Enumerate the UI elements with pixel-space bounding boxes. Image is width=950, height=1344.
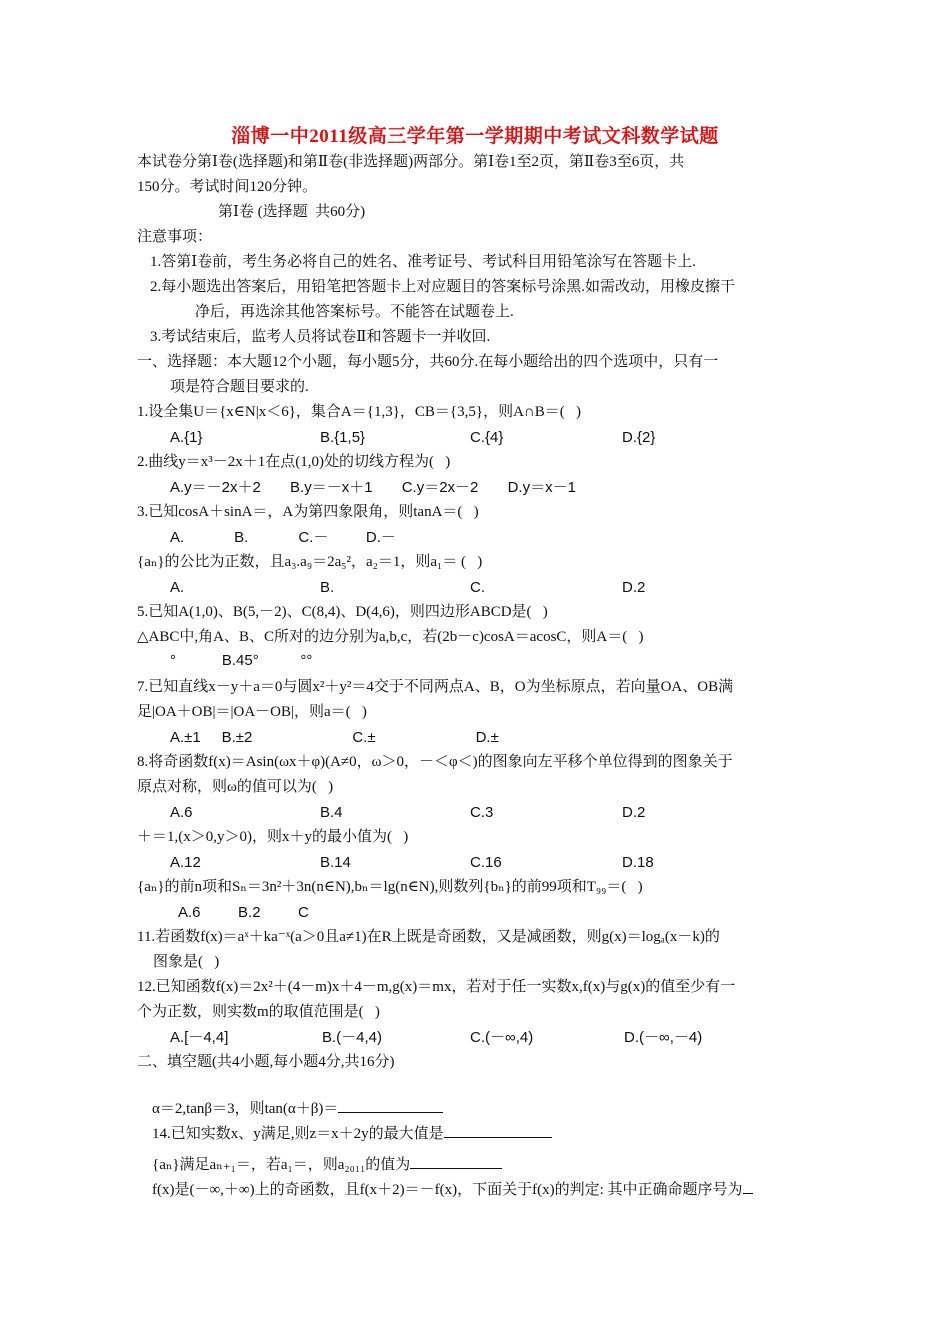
question-4: {aₙ}的公比为正数，且a₃.a₉＝2a₅²，a₂＝1，则a₁＝ ( ) xyxy=(137,554,483,570)
section2-heading: 二、填空题(共4小题,每小题4分,共16分) xyxy=(137,1054,395,1070)
q12-option-c: C.(－∞,4) xyxy=(470,1029,534,1046)
q9-option-a: A.12 xyxy=(170,854,201,871)
q1-option-d: D.{2} xyxy=(622,429,656,446)
q12-option-d: D.(－∞,－4) xyxy=(624,1029,703,1046)
question-16 xyxy=(137,1159,753,1219)
notes-heading: 注意事项： xyxy=(137,229,213,245)
q4-option-c: C. xyxy=(470,579,485,596)
q12-option-a: A.[－4,4] xyxy=(170,1029,229,1046)
section1-heading-b: 项是符合题目要求的. xyxy=(170,379,309,395)
q6-options: ° B.45° °° xyxy=(170,652,313,669)
q4-option-a: A. xyxy=(170,579,185,596)
q9-option-b: B.14 xyxy=(320,854,351,871)
q8-option-a: A.6 xyxy=(170,804,193,821)
q4-option-b: B. xyxy=(320,579,335,596)
note-2a: 2.每小题选出答案后，用铅笔把答题卡上对应题目的答案标号涂黑.如需改动，用橡皮擦干 xyxy=(150,279,736,295)
part1-heading: 第Ⅰ卷 (选择题 共60分) xyxy=(218,204,366,220)
q3-options: A. B. C.－ D.－ xyxy=(170,529,396,546)
q16-answer-blank xyxy=(743,1178,753,1194)
q1-option-a: A.{1} xyxy=(170,429,203,446)
question-2: 2.曲线y＝x³－2x＋1在点(1,0)处的切线方程为( ) xyxy=(137,454,451,470)
question-8a: 8.将奇函数f(x)＝Asin(ωx＋φ)(A≠0，ω＞0，－＜φ＜)的图象向左平移个单位得到的图象关于 xyxy=(137,754,733,770)
section1-heading-a: 一、选择题：本大题12个小题，每小题5分，共60分.在每小题给出的四个选项中，只有一 xyxy=(137,354,719,370)
q9-option-d: D.18 xyxy=(622,854,654,871)
question-1: 1.设全集U＝{x∈N|x＜6}，集合A＝{1,3}，CB＝{3,5}，则A∩B＝( ) xyxy=(137,404,581,420)
q8-option-d: D.2 xyxy=(622,804,646,821)
question-15-text: {aₙ}满足aₙ₊₁＝，若a₁＝，则a₂₀₁₁的值为 xyxy=(152,1157,411,1173)
question-3: 3.已知cosA＋sinA＝，A为第四象限角，则tanA＝( ) xyxy=(137,504,479,520)
question-5: 5.已知A(1,0)、B(5,－2)、C(8,4)、D(4,6)，则四边形ABCD是( ) xyxy=(137,604,548,620)
question-6: △ABC中,角A、B、C所对的边分别为a,b,c，若(2b－c)cosA＝acosC，则A＝( ) xyxy=(137,629,644,645)
q12-option-b: B.(－4,4) xyxy=(322,1029,383,1046)
question-13-text: α＝2,tanβ＝3，则tan(α＋β)＝ xyxy=(152,1101,339,1117)
question-9: ＋＝1,(x＞0,y＞0)，则x＋y的最小值为( ) xyxy=(137,829,409,845)
intro-line-2: 150分。考试时间120分钟。 xyxy=(137,179,318,195)
note-2b: 净后，再选涂其他答案标号。不能答在试题卷上. xyxy=(195,304,514,320)
question-11b: 图象是( ) xyxy=(153,954,220,970)
q8-option-c: C.3 xyxy=(470,804,494,821)
q1-option-b: B.{1,5} xyxy=(320,429,366,446)
question-12a: 12.已知函数f(x)＝2x²＋(4－m)x＋4－m,g(x)＝mx，若对于任一实数x,f(x)与g(x)的值至少有一 xyxy=(137,979,736,995)
q10-options: A.6 B.2 C xyxy=(178,904,309,921)
question-7a: 7.已知直线x－y＋a＝0与圆x²＋y²＝4交于不同两点A、B，O为坐标原点，若向量OA、OB满 xyxy=(137,679,734,695)
q9-option-c: C.16 xyxy=(470,854,502,871)
note-3: 3.考试结束后，监考人员将试卷Ⅱ和答题卡一并收回. xyxy=(150,329,491,345)
page-title: 淄博一中2011级高三学年第一学期期中考试文科数学试题 xyxy=(231,126,719,147)
q4-option-d: D.2 xyxy=(622,579,646,596)
note-1: 1.答第Ⅰ卷前，考生务必将自己的姓名、准考证号、考试科目用铅笔涂写在答题卡上. xyxy=(150,254,696,270)
question-8b: 原点对称，则ω的值可以为( ) xyxy=(137,779,334,795)
question-14-text: 14.已知实数x、y满足,则z＝x＋2y的最大值是 xyxy=(152,1126,444,1142)
question-10: {aₙ}的前n项和Sₙ＝3n²＋3n(n∈N),bₙ＝lg(n∈N),则数列{bₙ}的前99项和T₉₉＝( ) xyxy=(137,879,643,895)
q7-options: A.±1 B.±2 C.± D.± xyxy=(170,729,499,746)
q2-options: A.y＝－2x＋2 B.y＝－x＋1 C.y＝2x－2 D.y＝x－1 xyxy=(170,479,576,496)
q1-option-c: C.{4} xyxy=(470,429,504,446)
intro-line-1: 本试卷分第Ⅰ卷(选择题)和第Ⅱ卷(非选择题)两部分。第Ⅰ卷1至2页，第Ⅱ卷3至6页，共 xyxy=(137,154,685,170)
question-7b: 足|OA＋OB|＝|OA－OB|，则a＝( ) xyxy=(137,704,367,720)
q8-option-b: B.4 xyxy=(320,804,343,821)
question-16-text: f(x)是(－∞,＋∞)上的奇函数，且f(x＋2)＝－f(x)，下面关于f(x)的判定: 其中正确命题序号为 xyxy=(152,1182,743,1198)
question-11a: 11.若函数f(x)＝aˣ＋ka⁻ˣ(a＞0且a≠1)在R上既是奇函数，又是减函数，则g(x)＝logₐ(x－k)的 xyxy=(137,929,720,945)
question-12b: 个为正数，则实数m的取值范围是( ) xyxy=(137,1004,380,1020)
